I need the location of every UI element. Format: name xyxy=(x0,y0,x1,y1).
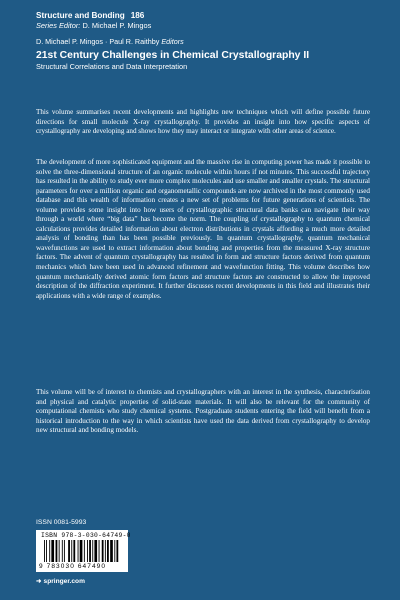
blurb-paragraph-2: The development of more sophisticated equipment and the massive rise in computing power has made it possible to solve the three-dimensional structure of an organic molecule within hours if not minutes. This successful trajectory has resulted in the ability to study ever more complex molecules and use smaller and smaller crystals. The structural parameters for over a million organic and organometallic compounds are now archived in the most commonly used database and this wealth of information creates a new set of problems for future generations of scientists. The volume provides some insight into how users of crystallographic structural data banks can navigate their way through a world where “big data” has become the norm. The coupling of crystallography to quantum chemical calculations provides detailed information about electron distributions in crystals affording a much more detailed analysis of bonding than has been possible previously. In quantum crystallography, quantum mechanical wavefunctions are used to extract information about bonding and properties from the measured X-ray structure factors. The advent of quantum crystallography has resulted in form and structure factors derived from quantum mechanics which have been used in advanced refinement and wavefunction fitting. This volume describes how quantum mechanically derived atomic form factors and structure factors are constructed to allow the improved description of the diffraction experiment. It further discusses recent developments in this field and illustrates their applications with a wide range of examples. xyxy=(36,158,370,300)
series-editor-label: Series Editor: xyxy=(36,21,81,30)
publisher-link[interactable] xyxy=(36,577,85,585)
series-editor-line xyxy=(36,21,376,31)
series-volume-number: 186 xyxy=(130,11,145,20)
issn-label: ISSN 0081-5993 xyxy=(36,519,87,526)
blurb-paragraph-3: This volume will be of interest to chemists and crystallographers with an interest in the synthesis, characterisation and physical and catalytic properties of solid-state materials. It will also be relevant for the community of computational chemists who study chemical systems. Postgraduate students entering the field will benefit from a historical introduction to the way in which scientists have used the data derived from crystallography to develop new structural and bonding models. xyxy=(36,388,370,435)
cover-header xyxy=(36,10,376,72)
book-title: 21st Century Challenges in Chemical Crystallography II xyxy=(36,50,310,61)
series-name: Structure and Bonding xyxy=(36,11,125,20)
editors-role: Editors xyxy=(161,37,184,46)
book-subtitle: Structural Correlations and Data Interpretation xyxy=(36,62,188,71)
publisher-url: springer.com xyxy=(43,578,85,585)
arrow-icon: ➜ xyxy=(36,578,42,585)
barcode-digits: 9 783030 647490 xyxy=(39,563,107,570)
series-editor-name: D. Michael P. Mingos xyxy=(82,21,152,30)
series-title xyxy=(36,10,376,21)
editor-names: D. Michael P. Mingos · Paul R. Raithby xyxy=(36,37,160,46)
barcode-bars xyxy=(44,540,120,564)
book-editors xyxy=(36,37,376,47)
blurb-paragraph-1: This volume summarises recent developments and highlights new techniques which will define possible future directions for small molecule X-ray crystallography. It provides an insight into how specific aspects of crystallography are developing and shows how they may interact or integrate with other areas of science. xyxy=(36,108,370,136)
isbn-text: ISBN 978-3-030-64749-0 xyxy=(41,532,131,539)
isbn-barcode xyxy=(36,530,131,572)
